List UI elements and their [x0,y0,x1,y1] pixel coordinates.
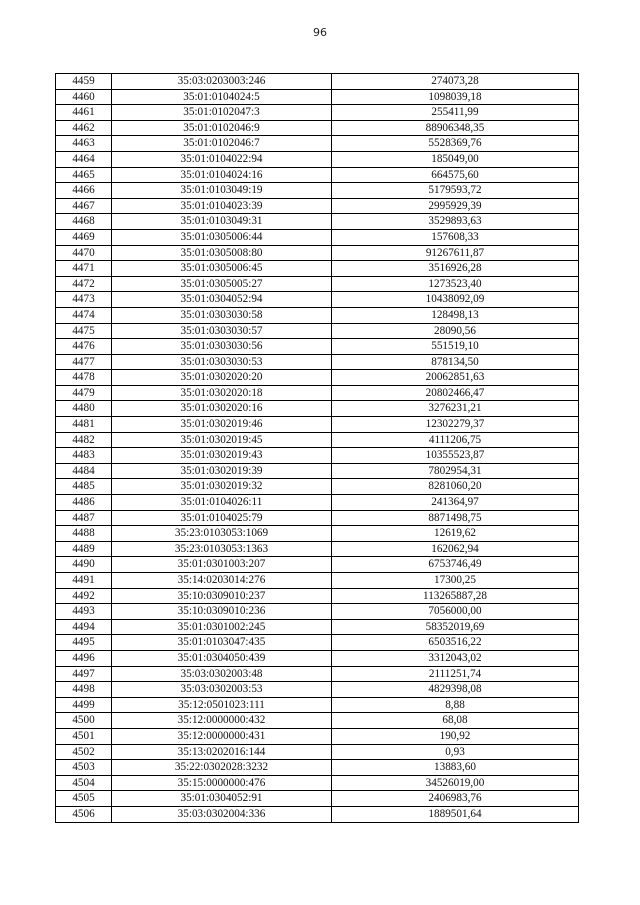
cadastral-value-cell: 878134,50 [332,354,579,370]
cadastral-value-cell: 10355523,87 [332,448,579,464]
row-number-cell: 4486 [56,495,112,511]
cadastral-number-cell: 35:01:0305005:27 [112,276,332,292]
cadastral-value-cell: 2995929,39 [332,198,579,214]
cadastral-value-cell: 4829398,08 [332,682,579,698]
cadastral-value-cell: 6503516,22 [332,635,579,651]
cadastral-number-cell: 35:22:0302028:3232 [112,760,332,776]
cadastral-number-cell: 35:03:0302003:48 [112,666,332,682]
cadastral-number-cell: 35:10:0309010:236 [112,604,332,620]
row-number-cell: 4478 [56,370,112,386]
table-row [56,588,579,604]
table-row [56,666,579,682]
row-number-cell: 4467 [56,198,112,214]
table-row [56,198,579,214]
row-number-cell: 4506 [56,806,112,822]
cadastral-value-cell: 17300,25 [332,573,579,589]
cadastral-value-cell: 20062851,63 [332,370,579,386]
cadastral-number-cell: 35:01:0303030:56 [112,339,332,355]
cadastral-number-cell: 35:23:0103053:1069 [112,526,332,542]
cadastral-number-cell: 35:01:0104025:79 [112,510,332,526]
table-row [56,401,579,417]
cadastral-value-cell: 91267611,87 [332,245,579,261]
table-row [56,791,579,807]
cadastral-number-cell: 35:01:0302020:18 [112,385,332,401]
cadastral-number-cell: 35:01:0302020:16 [112,401,332,417]
table-row [56,604,579,620]
cadastral-value-cell: 58352019,69 [332,619,579,635]
cadastral-number-cell: 35:01:0104022:94 [112,151,332,167]
row-number-cell: 4500 [56,713,112,729]
cadastral-value-cell: 13883,60 [332,760,579,776]
cadastral-value-cell: 162062,94 [332,541,579,557]
table-row [56,261,579,277]
row-number-cell: 4460 [56,89,112,105]
cadastral-number-cell: 35:01:0104024:16 [112,167,332,183]
cadastral-number-cell: 35:01:0303030:58 [112,307,332,323]
cadastral-value-cell: 255411,99 [332,105,579,121]
table-row [56,650,579,666]
cadastral-number-cell: 35:14:0203014:276 [112,573,332,589]
row-number-cell: 4492 [56,588,112,604]
page-number: 96 [313,26,327,39]
row-number-cell: 4483 [56,448,112,464]
table-row [56,510,579,526]
cadastral-value-cell: 7056000,00 [332,604,579,620]
table-row [56,635,579,651]
cadastral-number-cell: 35:01:0102046:7 [112,136,332,152]
cadastral-number-cell: 35:01:0304050:439 [112,650,332,666]
table-row [56,744,579,760]
cadastral-value-cell: 6753746,49 [332,557,579,573]
cadastral-number-cell: 35:01:0103049:31 [112,214,332,230]
table-row [56,760,579,776]
row-number-cell: 4468 [56,214,112,230]
row-number-cell: 4494 [56,619,112,635]
cadastral-value-cell: 4111206,75 [332,432,579,448]
cadastral-value-cell: 0,93 [332,744,579,760]
row-number-cell: 4465 [56,167,112,183]
table-row [56,354,579,370]
cadastral-number-cell: 35:01:0303030:53 [112,354,332,370]
cadastral-value-cell: 88906348,35 [332,120,579,136]
cadastral-value-cell: 5528369,76 [332,136,579,152]
table-row [56,339,579,355]
table-row [56,214,579,230]
table-row [56,463,579,479]
table-row [56,713,579,729]
cadastral-value-cell: 28090,56 [332,323,579,339]
row-number-cell: 4473 [56,292,112,308]
cadastral-number-cell: 35:01:0104023:39 [112,198,332,214]
cadastral-number-cell: 35:15:0000000:476 [112,775,332,791]
table-row [56,120,579,136]
cadastral-number-cell: 35:01:0301003:207 [112,557,332,573]
row-number-cell: 4459 [56,74,112,90]
table-row [56,89,579,105]
cadastral-value-cell: 5179593,72 [332,183,579,199]
row-number-cell: 4504 [56,775,112,791]
cadastral-number-cell: 35:23:0103053:1363 [112,541,332,557]
table-row [56,74,579,90]
table-row [56,323,579,339]
cadastral-number-cell: 35:12:0501023:111 [112,697,332,713]
cadastral-value-cell: 2406983,76 [332,791,579,807]
table-row [56,136,579,152]
table-row [56,479,579,495]
cadastral-number-cell: 35:01:0302019:32 [112,479,332,495]
row-number-cell: 4490 [56,557,112,573]
cadastral-number-cell: 35:01:0104026:11 [112,495,332,511]
row-number-cell: 4498 [56,682,112,698]
cadastral-value-cell: 241364,97 [332,495,579,511]
cadastral-number-cell: 35:03:0302003:53 [112,682,332,698]
cadastral-number-cell: 35:03:0302004:336 [112,806,332,822]
cadastral-number-cell: 35:01:0302020:20 [112,370,332,386]
cadastral-value-cell: 1098039,18 [332,89,579,105]
row-number-cell: 4476 [56,339,112,355]
table-row [56,432,579,448]
cadastral-number-cell: 35:01:0302019:46 [112,417,332,433]
row-number-cell: 4464 [56,151,112,167]
table-row [56,229,579,245]
table-row [56,526,579,542]
table-row [56,682,579,698]
table-row [56,417,579,433]
cadastral-value-cell: 8871498,75 [332,510,579,526]
table-row [56,167,579,183]
table-row [56,105,579,121]
cadastral-value-cell: 157608,33 [332,229,579,245]
table-row [56,292,579,308]
table-row [56,775,579,791]
row-number-cell: 4466 [56,183,112,199]
row-number-cell: 4496 [56,650,112,666]
table-row [56,728,579,744]
cadastral-number-cell: 35:01:0301002:245 [112,619,332,635]
row-number-cell: 4472 [56,276,112,292]
row-number-cell: 4489 [56,541,112,557]
cadastral-value-cell: 68,08 [332,713,579,729]
row-number-cell: 4493 [56,604,112,620]
row-number-cell: 4475 [56,323,112,339]
cadastral-value-cell: 12619,62 [332,526,579,542]
table-row [56,307,579,323]
row-number-cell: 4488 [56,526,112,542]
cadastral-number-cell: 35:01:0104024:5 [112,89,332,105]
cadastral-number-cell: 35:01:0302019:43 [112,448,332,464]
cadastral-value-cell: 274073,28 [332,74,579,90]
row-number-cell: 4497 [56,666,112,682]
cadastral-number-cell: 35:01:0102047:3 [112,105,332,121]
table-row [56,151,579,167]
row-number-cell: 4480 [56,401,112,417]
cadastral-value-cell: 1889501,64 [332,806,579,822]
row-number-cell: 4505 [56,791,112,807]
cadastral-number-cell: 35:01:0103047:435 [112,635,332,651]
table-row [56,619,579,635]
row-number-cell: 4474 [56,307,112,323]
row-number-cell: 4485 [56,479,112,495]
table-row [56,183,579,199]
cadastral-number-cell: 35:01:0102046:9 [112,120,332,136]
cadastral-number-cell: 35:12:0000000:432 [112,713,332,729]
table-row [56,573,579,589]
row-number-cell: 4469 [56,229,112,245]
row-number-cell: 4462 [56,120,112,136]
table-row [56,276,579,292]
cadastral-number-cell: 35:01:0304052:94 [112,292,332,308]
row-number-cell: 4495 [56,635,112,651]
table-row [56,385,579,401]
cadastral-number-cell: 35:01:0303030:57 [112,323,332,339]
cadastral-value-cell: 7802954,31 [332,463,579,479]
cadastral-value-cell: 2111251,74 [332,666,579,682]
row-number-cell: 4482 [56,432,112,448]
cadastral-number-cell: 35:03:0203003:246 [112,74,332,90]
cadastral-number-cell: 35:01:0302019:39 [112,463,332,479]
row-number-cell: 4499 [56,697,112,713]
row-number-cell: 4470 [56,245,112,261]
cadastral-value-cell: 20802466,47 [332,385,579,401]
cadastral-value-cell: 190,92 [332,728,579,744]
cadastral-value-cell: 185049,00 [332,151,579,167]
cadastral-value-cell: 128498,13 [332,307,579,323]
table-body [56,74,579,823]
row-number-cell: 4481 [56,417,112,433]
table-row [56,541,579,557]
row-number-cell: 4484 [56,463,112,479]
cadastral-number-cell: 35:01:0304052:91 [112,791,332,807]
row-number-cell: 4463 [56,136,112,152]
cadastral-number-cell: 35:10:0309010:237 [112,588,332,604]
table-row [56,245,579,261]
cadastral-value-cell: 3276231,21 [332,401,579,417]
cadastral-value-cell: 551519,10 [332,339,579,355]
row-number-cell: 4501 [56,728,112,744]
cadastral-value-cell: 3529893,63 [332,214,579,230]
cadastral-number-cell: 35:01:0305006:45 [112,261,332,277]
table-row [56,697,579,713]
cadastral-value-cell: 8281060,20 [332,479,579,495]
cadastral-value-cell: 113265887,28 [332,588,579,604]
row-number-cell: 4471 [56,261,112,277]
row-number-cell: 4461 [56,105,112,121]
cadastral-value-cell: 3516926,28 [332,261,579,277]
table-row [56,557,579,573]
table-row [56,448,579,464]
row-number-cell: 4491 [56,573,112,589]
cadastral-value-cell: 664575,60 [332,167,579,183]
table-row [56,370,579,386]
cadastral-number-cell: 35:01:0302019:45 [112,432,332,448]
cadastral-number-cell: 35:01:0305008:80 [112,245,332,261]
row-number-cell: 4503 [56,760,112,776]
cadastral-value-cell: 34526019,00 [332,775,579,791]
cadastral-number-cell: 35:12:0000000:431 [112,728,332,744]
cadastral-number-cell: 35:01:0103049:19 [112,183,332,199]
cadastral-value-table [55,73,579,823]
table-row [56,495,579,511]
cadastral-value-cell: 10438092,09 [332,292,579,308]
cadastral-value-cell: 3312043,02 [332,650,579,666]
cadastral-value-cell: 1273523,40 [332,276,579,292]
cadastral-number-cell: 35:01:0305006:44 [112,229,332,245]
row-number-cell: 4502 [56,744,112,760]
row-number-cell: 4487 [56,510,112,526]
row-number-cell: 4477 [56,354,112,370]
cadastral-number-cell: 35:13:0202016:144 [112,744,332,760]
table-row [56,806,579,822]
cadastral-value-cell: 8,88 [332,697,579,713]
cadastral-value-cell: 12302279,37 [332,417,579,433]
row-number-cell: 4479 [56,385,112,401]
